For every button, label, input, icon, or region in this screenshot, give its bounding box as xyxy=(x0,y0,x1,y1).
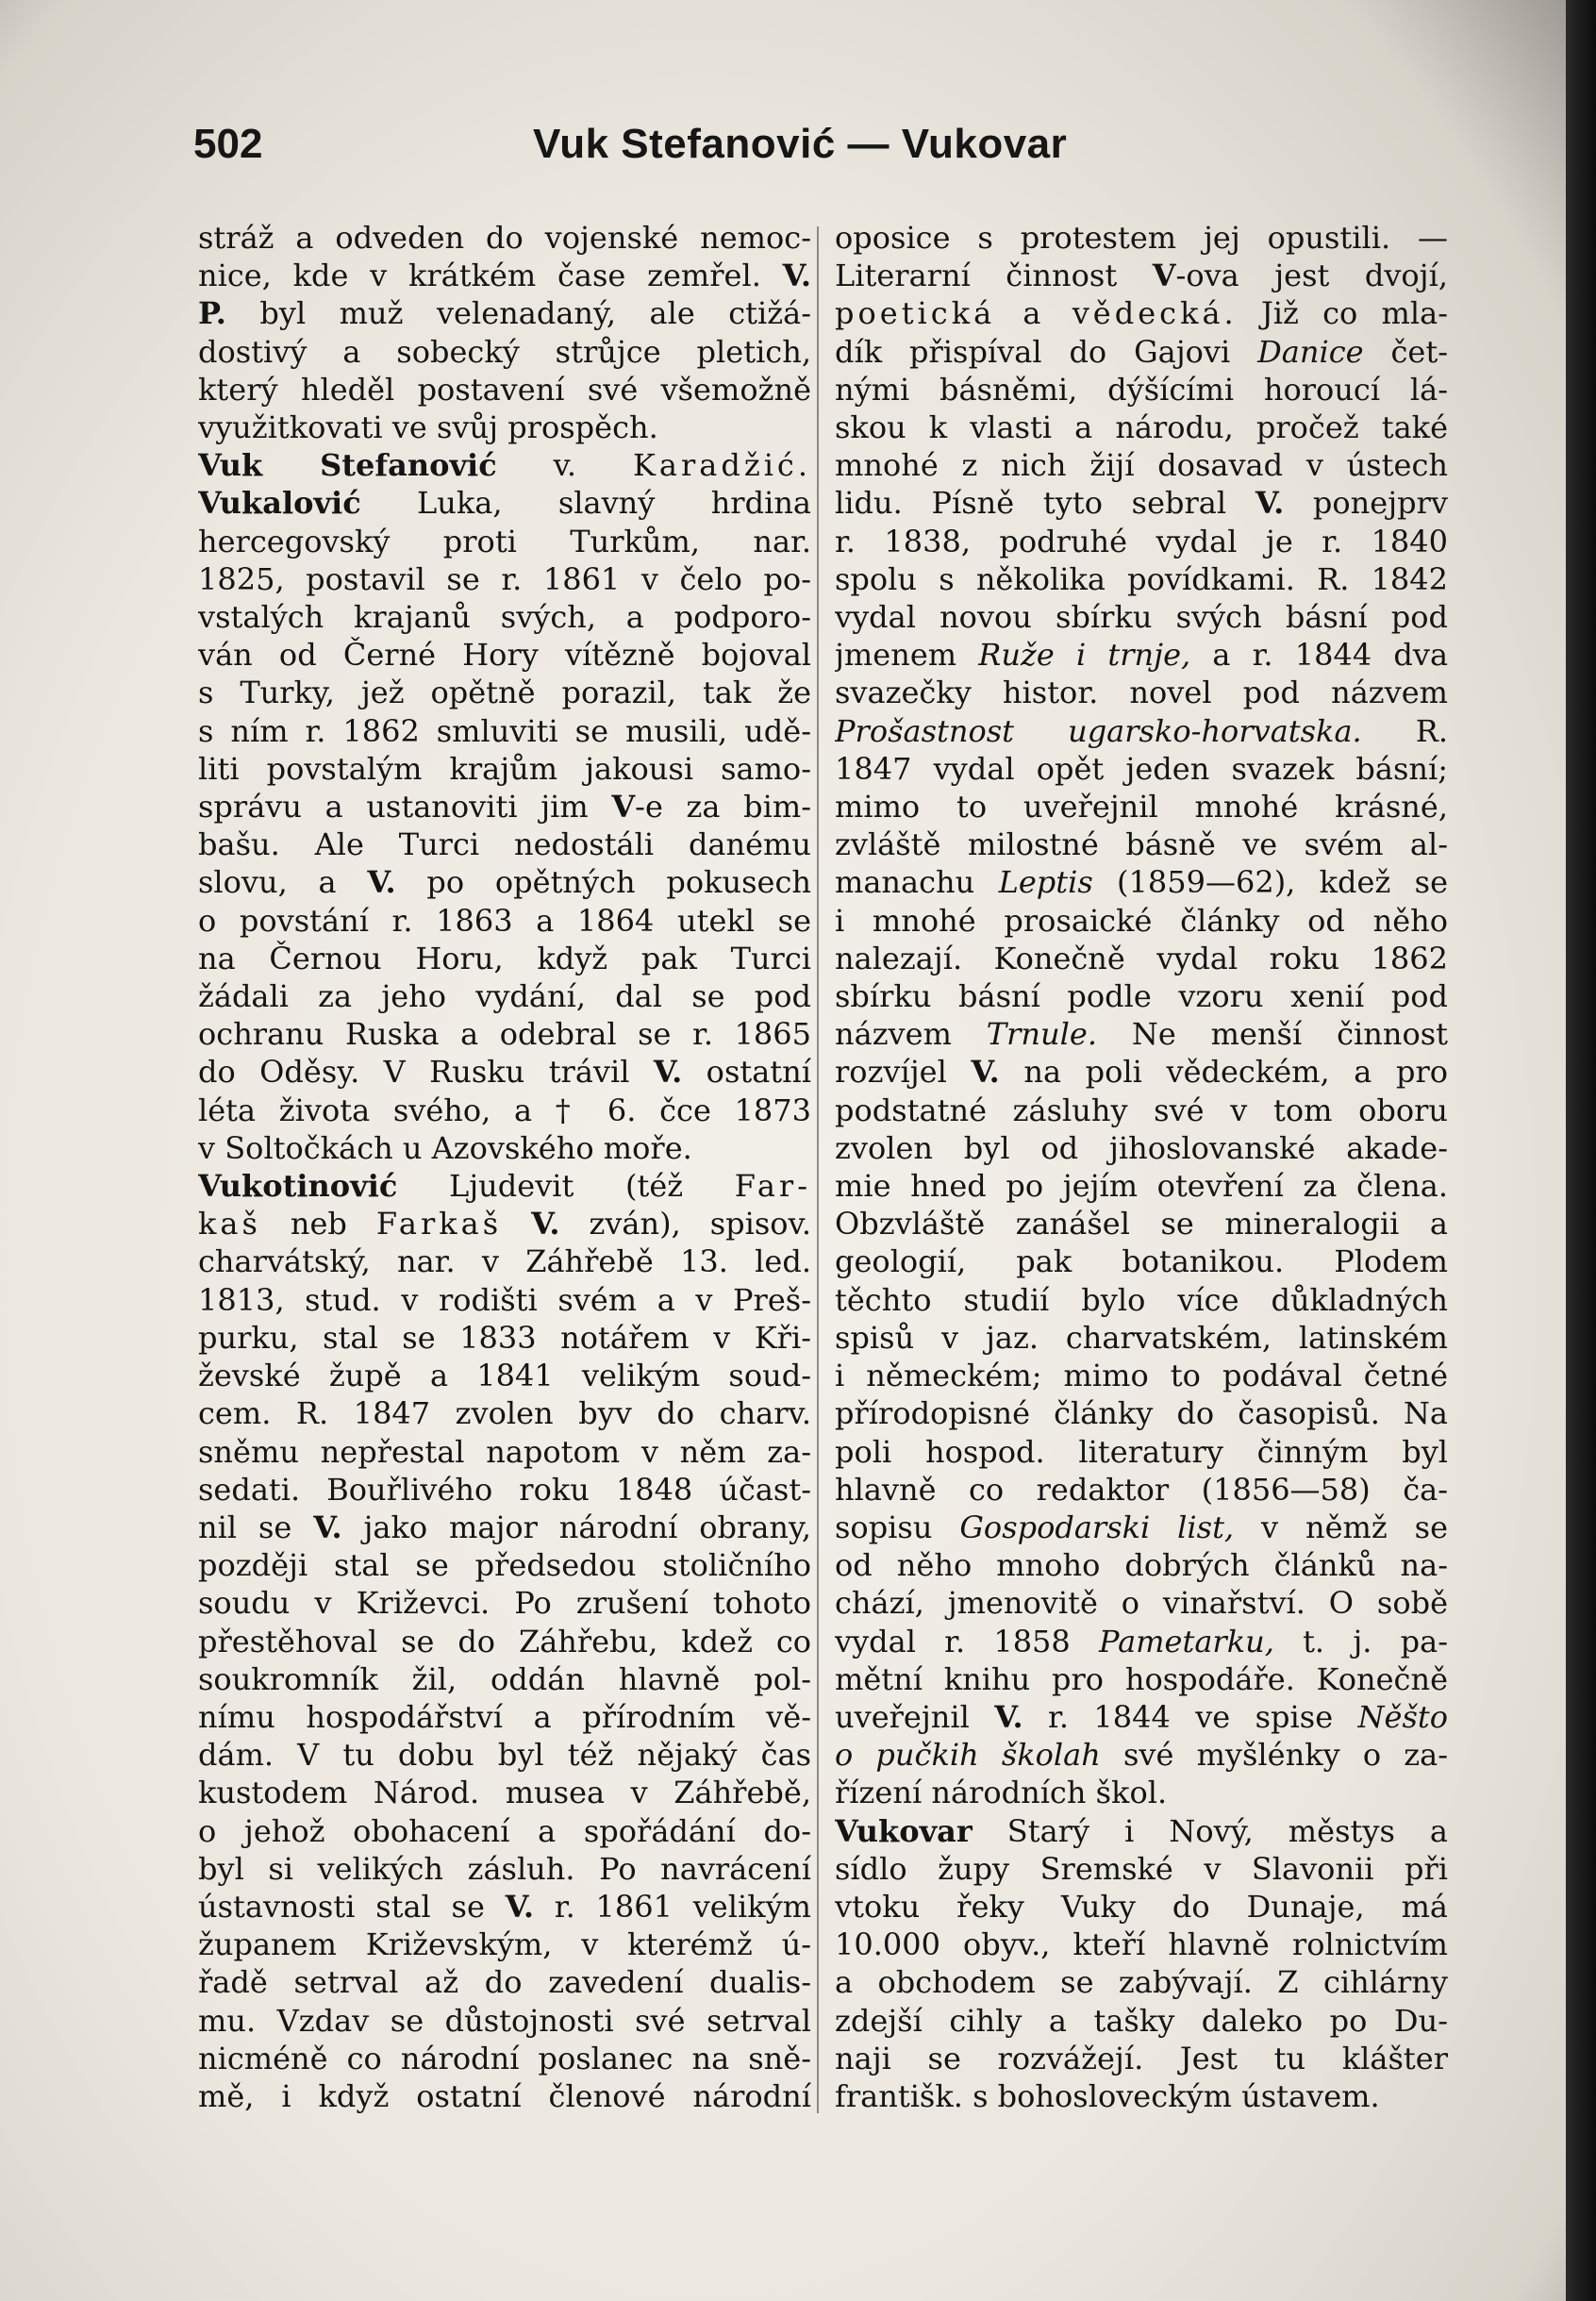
text-line xyxy=(835,333,1448,371)
text-segment: a r. 1844 dva xyxy=(1190,637,1448,674)
text-line xyxy=(198,371,811,409)
text-segment: Ne menší činnost xyxy=(1096,1016,1448,1053)
text-segment: své myšlénky o za- xyxy=(1100,1737,1448,1774)
text-segment: Starý i Nový, městys a xyxy=(972,1812,1448,1849)
text-line xyxy=(835,1850,1448,1888)
text-segment: zvolen byl od jihoslovanské akade- xyxy=(835,1129,1448,1166)
text-segment: kustodem Národ. musea v Záhřebě, xyxy=(198,1775,811,1811)
text-segment: geologií, pak botanikou. Plodem xyxy=(835,1243,1448,1280)
text-line xyxy=(835,2040,1448,2077)
text-segment: cem. R. 1847 zvolen byv do charv. xyxy=(198,1395,811,1432)
text-line xyxy=(835,219,1448,257)
text-segment: a obchodem se zabývají. Z cihlárny xyxy=(835,1964,1448,2001)
text-segment: liti povstalým krajům jakousi samo- xyxy=(198,750,811,787)
text-segment: těchto studií bylo více důkladných xyxy=(835,1281,1448,1318)
text-segment: sopisu xyxy=(835,1509,960,1545)
text-line xyxy=(835,371,1448,409)
text-segment: byl muž velenadaný, ale ctižá- xyxy=(225,295,811,332)
text-segment: r. 1844 ve spise xyxy=(1022,1698,1358,1735)
text-segment: jmenem xyxy=(835,637,979,674)
page-header xyxy=(193,121,1137,177)
text-segment: uveřejnil xyxy=(835,1698,995,1735)
text-segment: rozvíjel xyxy=(835,1054,972,1091)
text-segment: s ním r. 1862 smluviti se musili, udě- xyxy=(198,712,811,749)
text-segment: R. xyxy=(1361,712,1448,749)
text-line xyxy=(198,294,811,332)
text-line xyxy=(198,2002,811,2040)
text-segment: sedati. Bouřlivého roku 1848 účast- xyxy=(198,1471,811,1508)
text-segment: řízení národních škol. xyxy=(835,1775,1168,1811)
text-segment: lidu. Písně tyto sebral xyxy=(835,485,1255,522)
text-segment: jako major národní obrany, xyxy=(341,1509,811,1545)
text-segment: vtoku řeky Vuky do Dunaje, má xyxy=(835,1888,1448,1925)
text-line xyxy=(835,1471,1448,1509)
text-segment: na poli vědeckém, a pro xyxy=(999,1054,1448,1091)
text-segment: ževské župě a 1841 velikým soud- xyxy=(198,1358,811,1394)
headword: V xyxy=(611,789,636,825)
text-line xyxy=(198,1584,811,1622)
headword: Vukotinović xyxy=(198,1168,398,1205)
text-line xyxy=(198,446,811,484)
text-segment: dám. V tu dobu byl též nějaký čas xyxy=(198,1737,811,1774)
text-line xyxy=(198,484,811,522)
text-line xyxy=(198,257,811,294)
text-segment: sněmu nepřestal napotom v něm za- xyxy=(198,1433,811,1470)
text-line xyxy=(198,1205,811,1242)
text-segment: vydal novou sbírku svých básní pod xyxy=(835,599,1448,636)
text-line xyxy=(835,560,1448,598)
text-line xyxy=(835,1433,1448,1471)
page-edge-shadow xyxy=(1566,0,1596,2301)
text-line xyxy=(835,1242,1448,1280)
text-segment: Literarní činnost xyxy=(835,258,1153,294)
text-line xyxy=(835,902,1448,940)
text-line xyxy=(835,1319,1448,1357)
text-segment: kaš xyxy=(198,1206,261,1242)
headword: Vuk Stefanović xyxy=(198,447,497,484)
text-line xyxy=(835,2002,1448,2040)
left-text-column xyxy=(198,219,811,2115)
text-line xyxy=(835,863,1448,901)
text-segment: o povstání r. 1863 a 1864 utekl se xyxy=(198,902,811,939)
text-segment: hercegovský proti Turkům, nar. xyxy=(198,523,811,559)
text-segment: hlavně co redaktor (1856—58) ča- xyxy=(835,1471,1448,1508)
text-line xyxy=(198,863,811,901)
text-line xyxy=(835,1509,1448,1546)
text-line xyxy=(198,1963,811,2001)
text-segment: charvátský, nar. v Záhřebě 13. led. xyxy=(198,1243,811,1280)
italic-title: Danice xyxy=(1257,333,1364,370)
text-segment: který hleděl postavení své všemožně xyxy=(198,371,811,408)
text-segment: později stal se předsedou stoličního xyxy=(198,1547,811,1584)
text-segment: (1859—62), kdež se xyxy=(1092,864,1448,901)
text-segment: ván od Černé Hory vítězně bojoval xyxy=(198,637,811,674)
text-segment: 10.000 obyv., kteří hlavně rolnictvím xyxy=(835,1926,1448,1963)
text-line xyxy=(835,1736,1448,1774)
text-segment: Farkaš xyxy=(375,1206,503,1242)
italic-title: Pametarku, xyxy=(1099,1623,1274,1659)
text-line xyxy=(835,788,1448,825)
text-line xyxy=(198,977,811,1015)
text-segment: zdejší cihly a tašky daleko po Du- xyxy=(835,2002,1448,2039)
text-line xyxy=(198,1319,811,1357)
text-line xyxy=(198,1015,811,1053)
text-segment: poli hospod. literatury činným byl xyxy=(835,1433,1448,1470)
column-divider xyxy=(817,226,819,2113)
text-line xyxy=(198,1850,811,1888)
text-segment: po opětných pokusech xyxy=(395,864,811,901)
headword: V. xyxy=(313,1509,342,1545)
italic-title: Leptis xyxy=(998,864,1093,901)
text-line xyxy=(198,902,811,940)
text-line xyxy=(835,1546,1448,1584)
headword: V. xyxy=(971,1054,1000,1091)
text-line xyxy=(198,1433,811,1471)
text-line xyxy=(835,1963,1448,2001)
text-line xyxy=(835,712,1448,750)
text-line xyxy=(835,636,1448,674)
text-line xyxy=(198,1888,811,1926)
text-line xyxy=(198,712,811,750)
text-segment: v. xyxy=(496,447,633,484)
text-line xyxy=(835,1205,1448,1242)
text-segment: léta života svého, a † 6. čce 1873 xyxy=(198,1092,811,1128)
italic-title: Gospodarski list, xyxy=(959,1509,1235,1545)
text-segment: soudu v Križevci. Po zrušení tohoto xyxy=(198,1585,811,1622)
text-segment: purku, stal se 1833 notářem v Kři- xyxy=(198,1319,811,1356)
text-segment: r. 1861 velikým xyxy=(534,1888,811,1925)
text-segment: nalezají. Konečně vydal roku 1862 xyxy=(835,940,1448,976)
text-line xyxy=(835,1774,1448,1811)
text-segment: bašu. Ale Turci nedostáli danému xyxy=(198,826,811,863)
text-line xyxy=(198,1471,811,1509)
text-segment: Far- xyxy=(734,1168,811,1205)
text-line xyxy=(198,1623,811,1660)
text-segment: dostivý a sobecký strůjce pletich, xyxy=(198,333,811,370)
text-segment: názvem xyxy=(835,1016,987,1053)
text-line xyxy=(198,333,811,371)
text-line xyxy=(835,257,1448,294)
text-segment: t. j. pa- xyxy=(1273,1623,1448,1659)
text-line xyxy=(835,446,1448,484)
text-segment: řadě setrval až do zavedení dualis- xyxy=(198,1964,811,2001)
text-line xyxy=(198,940,811,977)
text-segment: chází, jmenovitě o vinařství. O sobě xyxy=(835,1585,1448,1622)
text-line xyxy=(198,674,811,711)
text-segment: na Černou Horu, když pak Turci xyxy=(198,940,811,976)
text-line xyxy=(835,977,1448,1015)
text-segment: 1825, postavil se r. 1861 v čelo po- xyxy=(198,560,811,597)
text-line xyxy=(198,788,811,825)
text-line xyxy=(835,484,1448,522)
text-segment: nými básněmi, dýšícími horoucí lá- xyxy=(835,371,1448,408)
text-segment: ponejprv xyxy=(1284,485,1448,522)
text-line xyxy=(835,294,1448,332)
text-line xyxy=(198,1736,811,1774)
text-segment: ostatní xyxy=(682,1054,811,1091)
text-line xyxy=(198,1167,811,1205)
text-line xyxy=(835,1092,1448,1129)
text-segment xyxy=(502,1206,531,1242)
text-segment: zvláště milostné básně ve svém al- xyxy=(835,826,1448,863)
text-segment: s Turky, jež opětně porazil, tak že xyxy=(198,675,811,711)
text-segment: soukromník žil, oddán hlavně pol- xyxy=(198,1660,811,1697)
text-segment: sbírku básní podle vzoru xenií pod xyxy=(835,978,1448,1015)
text-line xyxy=(198,1774,811,1811)
text-segment: -ova jest dvojí, xyxy=(1175,258,1448,294)
text-segment: přírodopisné články do časopisů. Na xyxy=(835,1395,1448,1432)
text-segment: byl si velikých zásluh. Po navrácení xyxy=(198,1850,811,1887)
text-segment: mětní knihu pro hospodáře. Konečně xyxy=(835,1660,1448,1697)
text-line xyxy=(198,1698,811,1736)
text-segment: Již co mla- xyxy=(1237,295,1448,332)
text-line xyxy=(198,1509,811,1546)
italic-title: Něšto xyxy=(1357,1698,1448,1735)
text-segment: mimo to uveřejnil mnohé krásné, xyxy=(835,789,1448,825)
text-segment: přestěhoval se do Záhřebu, kdež co xyxy=(198,1623,811,1659)
headword: V. xyxy=(531,1206,560,1242)
text-line xyxy=(835,1129,1448,1167)
text-line xyxy=(835,1357,1448,1394)
text-segment: ústavnosti stal se xyxy=(198,1888,506,1925)
text-line xyxy=(198,1660,811,1698)
text-segment: mie hned po jejím otevření za člena. xyxy=(835,1168,1448,1205)
text-line xyxy=(198,750,811,788)
text-segment: spisů v jaz. charvatském, latinském xyxy=(835,1319,1448,1356)
text-line xyxy=(198,598,811,636)
text-line xyxy=(198,1357,811,1394)
text-segment: 1813, stud. v rodišti svém a v Preš- xyxy=(198,1281,811,1318)
text-line xyxy=(835,1053,1448,1091)
text-line xyxy=(835,750,1448,788)
text-line xyxy=(835,1394,1448,1432)
text-line xyxy=(198,560,811,598)
text-segment: svazečky histor. novel pod názvem xyxy=(835,675,1448,711)
headword: V. xyxy=(653,1054,683,1091)
text-segment: i německém; mimo to podával četné xyxy=(835,1358,1448,1394)
text-segment: županem Križevským, v kterémž ú- xyxy=(198,1926,811,1963)
text-line xyxy=(835,1015,1448,1053)
text-line xyxy=(835,1584,1448,1622)
text-segment: spolu s několika povídkami. R. 1842 xyxy=(835,560,1448,597)
text-segment: manachu xyxy=(835,864,999,901)
text-segment: mě, i když ostatní členové národní xyxy=(198,2077,811,2114)
text-line xyxy=(835,409,1448,446)
text-line xyxy=(835,674,1448,711)
text-segment: do Oděsy. V Rusku trávil xyxy=(198,1054,654,1091)
text-segment: naji se rozvážejí. Jest tu klášter xyxy=(835,2040,1448,2076)
headword: V. xyxy=(782,258,811,294)
text-line xyxy=(835,1888,1448,1926)
text-segment: slovu, a xyxy=(198,864,368,901)
text-segment: Karadžić. xyxy=(632,447,811,484)
text-line xyxy=(835,1660,1448,1698)
italic-title: Ruže i trnje, xyxy=(978,637,1191,674)
text-line xyxy=(198,1053,811,1091)
text-line xyxy=(835,825,1448,863)
text-line xyxy=(198,2077,811,2115)
headword: V. xyxy=(505,1888,535,1925)
text-segment: oposice s protestem jej opustili. — xyxy=(835,220,1448,256)
italic-title: Prošastnost ugarsko-horvatska. xyxy=(835,712,1362,749)
text-segment: 1847 vydal opět jeden svazek básní; xyxy=(835,750,1448,787)
text-segment: nicméně co národní poslanec na sně- xyxy=(198,2040,811,2076)
text-segment: nice, kde v krátkém čase zemřel. xyxy=(198,258,783,294)
text-segment: čet- xyxy=(1363,333,1448,370)
text-segment: nil se xyxy=(198,1509,314,1545)
text-segment: mu. Vzdav se důstojnosti své setrval xyxy=(198,2002,811,2039)
headword: V. xyxy=(367,864,396,901)
text-segment: neb xyxy=(260,1206,376,1242)
text-segment: zván), spisov. xyxy=(559,1206,811,1242)
headword: Vukovar xyxy=(835,1812,973,1849)
text-line xyxy=(198,1926,811,1963)
text-line xyxy=(198,523,811,560)
text-line xyxy=(198,1281,811,1319)
text-segment: v Soltočkách u Azovského moře. xyxy=(198,1129,692,1166)
text-line xyxy=(198,1129,811,1167)
text-segment: r. 1838, podruhé vydal je r. 1840 xyxy=(835,523,1448,559)
text-segment: stráž a odveden do vojenské nemoc- xyxy=(198,220,811,256)
text-segment: skou k vlasti a národu, pročež také xyxy=(835,409,1448,446)
text-line xyxy=(835,1623,1448,1660)
text-line xyxy=(198,1546,811,1584)
text-line xyxy=(835,598,1448,636)
text-segment: podstatné zásluhy své v tom oboru xyxy=(835,1092,1448,1128)
text-line xyxy=(198,825,811,863)
text-line xyxy=(835,2077,1448,2115)
text-segment: v němž se xyxy=(1234,1509,1448,1545)
text-segment: Luka, slavný hrdina xyxy=(360,485,811,522)
text-segment: sídlo župy Sremské v Slavonii při xyxy=(835,1850,1448,1887)
text-segment: o jehož obohacení a spořádání do- xyxy=(198,1812,811,1849)
text-line xyxy=(198,219,811,257)
text-segment: nímu hospodářství a přírodním vě- xyxy=(198,1698,811,1735)
text-line xyxy=(835,1926,1448,1963)
text-line xyxy=(835,523,1448,560)
italic-title: Trnule. xyxy=(986,1016,1097,1053)
running-title: Vuk Stefanović — Vukovar xyxy=(533,121,1068,167)
text-line xyxy=(198,1812,811,1850)
text-segment: Ljudevit (též xyxy=(397,1168,735,1205)
headword: Vukalović xyxy=(198,485,361,522)
italic-title: o pučkih školah xyxy=(835,1737,1101,1774)
text-segment: od něho mnoho dobrých článků na- xyxy=(835,1547,1448,1584)
text-segment: -e za bim- xyxy=(635,789,811,825)
headword: P. xyxy=(198,295,226,332)
text-segment: žádali za jeho vydání, dal se pod xyxy=(198,978,811,1015)
text-line xyxy=(198,409,811,446)
text-segment: využitkovati ve svůj prospěch. xyxy=(198,409,658,446)
page-number: 502 xyxy=(193,121,263,167)
headword: V. xyxy=(1255,485,1285,522)
text-line xyxy=(835,1698,1448,1736)
right-text-column xyxy=(835,219,1448,2115)
text-segment: ochranu Ruska a odebral se r. 1865 xyxy=(198,1016,811,1053)
text-line xyxy=(198,2040,811,2077)
headword: V. xyxy=(994,1698,1023,1735)
text-segment: i mnohé prosaické články od něho xyxy=(835,902,1448,939)
text-line xyxy=(835,1812,1448,1850)
text-segment: vstalých krajanů svých, a podporo- xyxy=(198,599,811,636)
text-line xyxy=(835,940,1448,977)
text-line xyxy=(198,1092,811,1129)
text-line xyxy=(835,1281,1448,1319)
text-segment: vydal r. 1858 xyxy=(835,1623,1099,1659)
text-segment: správu a ustanoviti jim xyxy=(198,789,612,825)
text-segment: františk. s bohosloveckým ústavem. xyxy=(835,2077,1380,2114)
text-line xyxy=(198,1394,811,1432)
text-segment: dík přispíval do Gajovi xyxy=(835,333,1258,370)
text-line xyxy=(198,1242,811,1280)
text-segment: poetická a vědecká. xyxy=(835,295,1238,332)
text-line xyxy=(835,1167,1448,1205)
headword: V xyxy=(1152,258,1176,294)
text-line xyxy=(198,636,811,674)
text-segment: mnohé z nich žijí dosavad v ústech xyxy=(835,447,1448,484)
text-segment: Obzvláště zanášel se mineralogii a xyxy=(835,1206,1448,1242)
